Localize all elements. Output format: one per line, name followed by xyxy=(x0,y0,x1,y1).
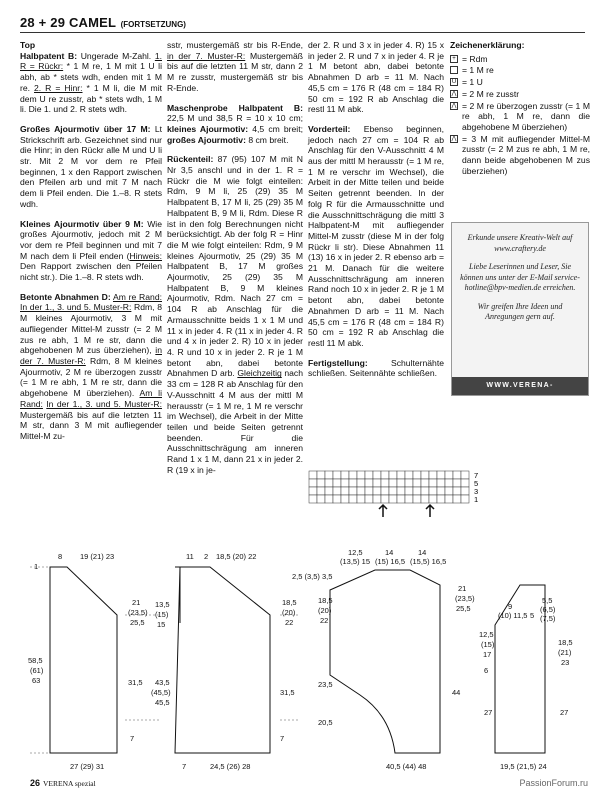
chart-cell xyxy=(421,479,429,487)
chart-cell xyxy=(405,495,413,503)
page-footer xyxy=(30,778,96,788)
chart-cell xyxy=(445,471,453,479)
stitch-chart xyxy=(308,469,478,524)
chart-cell xyxy=(461,495,469,503)
legend-item: ⋀ = 2 M re überzogen zusstr (= 1 M re abh, 1 M re, dann die abgehobene M überziehen) xyxy=(451,100,590,132)
d4-top3-b: (6,5) xyxy=(540,605,556,614)
chart-cell xyxy=(397,471,405,479)
d3-left-top-c: 22 xyxy=(320,616,329,625)
d2-top-c: 18,5 (20) 22 xyxy=(216,552,257,561)
chart-cell xyxy=(309,487,317,495)
chart-cell xyxy=(389,471,397,479)
chart-cell xyxy=(341,479,349,487)
ad-contact: Liebe Leserinnen und Leser, Sie können uns unter der E-Mail service-hotline@bpv-medien.de erreichen. xyxy=(460,262,580,292)
fertigstellung-heading: Fertigstellung: xyxy=(308,357,368,368)
chart-cell xyxy=(389,479,397,487)
d1-side-mid: 31,5 xyxy=(128,678,143,687)
chart-cell xyxy=(453,495,461,503)
d2-left-mid-b: (45,5) xyxy=(151,688,171,697)
schematics xyxy=(0,545,600,775)
d2-left-top-a: 13,5 xyxy=(155,600,170,609)
chart-cell xyxy=(357,487,365,495)
schematic-back-half xyxy=(50,567,117,753)
d4-top1-b: (10) 11,5 xyxy=(498,611,528,620)
chart-cell xyxy=(373,471,381,479)
chart-cell xyxy=(317,487,325,495)
header-title: 28 + 29 CAMEL xyxy=(20,15,117,30)
knit-stitch-icon xyxy=(450,66,458,74)
d4-right-bot: 27 xyxy=(560,708,569,717)
chart-cell xyxy=(341,495,349,503)
chart-cell xyxy=(429,471,437,479)
d4-top2: 5 xyxy=(530,611,535,620)
d3-top-b: (13,5) 15 xyxy=(340,557,371,566)
chart-cell xyxy=(445,495,453,503)
d3-right-top-b: (23,5) xyxy=(455,594,475,603)
chart-cell xyxy=(341,471,349,479)
d2-side-top-a: 18,5 xyxy=(282,598,297,607)
chart-cell xyxy=(333,487,341,495)
chart-cell xyxy=(349,495,357,503)
d4-left2: 6 xyxy=(484,666,489,675)
d1-left-h-c: 63 xyxy=(32,676,41,685)
d4-right-a: 18,5 xyxy=(558,638,573,647)
column-3: der 2. R und 3 x in jeder 4. R) 15 x in jeder 2. R und 7 x in jeder 4. R je 1 M betont abn, dabei betonte Abnahmen D arb = 11 M. Nach 45,5 cm = 176 R (48 cm = 184 R) 50 cm = 192 R ab Anschlag die restl 11 M abk. Vorderteil: Ebenso beginnen, jedoch nach 27 cm = 104 R ab Anschlag für den V-Ausschnitt 4 M aus der mittl M herausstr (= 1 M re, 1 M re verschr im Wechsel), die Arbeit in der Mitte teilen und beide Seiten getrennt beenden. In der folg R für die Armausschnitte und die Ausschnittschrägung die mittl 3 Halbpatent-M mit aufliegender Mittel-M zusstr (diese M in der folg Rückr li str). Diese Abnahmen 11 (13) 16 x in jeder 2. R ebenso arb = 21 M. Danach für die weitere Ausschnittschrägung am inneren Rand noch 10 x in jeder 2. R je 1 M betont abn, dabei betonte Abnahmen D arb = 11 M. Nach 45,5 cm = 176 R (48 cm = 184 R) 50 cm = 192 R ab Anschlag die restl 11 M abk. Fertigstellung: Schulternähte schließen. Seitennähte schließen. xyxy=(308,40,444,379)
d4-top1-a: 9 xyxy=(508,602,513,611)
d3-right-top-c: 25,5 xyxy=(456,604,471,613)
chart-cell xyxy=(373,487,381,495)
d2-bottom-b: 24,5 (26) 28 xyxy=(210,762,251,771)
chart-cell xyxy=(413,495,421,503)
chart-cell xyxy=(325,487,333,495)
header-rule xyxy=(20,32,585,33)
d4-bottom: 19,5 (21,5) 24 xyxy=(500,762,547,771)
ssk-icon: ⋀ xyxy=(451,102,457,109)
d1-top-a: 8 xyxy=(58,552,63,561)
edge-stitch-icon: + xyxy=(450,55,458,63)
d3-top-e: 14 xyxy=(418,548,427,557)
chart-cell xyxy=(413,471,421,479)
header-subtitle: (FORTSETZUNG) xyxy=(120,20,186,29)
brand-name: VERENA spezial xyxy=(43,779,96,788)
d4-left-bot: 27 xyxy=(484,708,493,717)
d2-side-bot: 7 xyxy=(280,734,285,743)
k2tog-icon: ⋀ xyxy=(451,90,457,97)
d4-right-b: (21) xyxy=(558,648,572,657)
ad-website[interactable]: WWW.VERENA-STRICKEN.COM xyxy=(452,377,588,395)
repeat-arrow-left xyxy=(426,505,434,517)
chart-row-label: 3 xyxy=(474,487,478,496)
chart-cell xyxy=(405,487,413,495)
chart-cell xyxy=(381,471,389,479)
d3-left-top-b: (20) xyxy=(318,606,332,615)
d1-left-top: 1 xyxy=(34,562,39,571)
chart-cell xyxy=(421,495,429,503)
chart-row-label: 1 xyxy=(474,495,478,504)
chart-cell xyxy=(405,471,413,479)
chart-cell xyxy=(325,471,333,479)
section-top: Top xyxy=(20,40,36,50)
d2-side-top-b: (20) xyxy=(282,608,296,617)
d4-left-c: 17 xyxy=(483,650,492,659)
chart-cell xyxy=(413,479,421,487)
ad-craftery: Erkunde unsere Kreativ-Welt auf www.craftery.de xyxy=(467,233,573,253)
chart-cell xyxy=(373,495,381,503)
chart-cell xyxy=(389,495,397,503)
chart-row-label: 5 xyxy=(474,479,478,488)
chart-cell xyxy=(405,479,413,487)
d2-left-top-b: (15) xyxy=(155,610,169,619)
betonte-heading: Betonte Abnahmen D: xyxy=(20,291,111,302)
d2-side-top-c: 22 xyxy=(285,618,294,627)
rueckenteil-heading: Rückenteil: xyxy=(167,154,214,165)
legend-item: ⋀ = 2 M re zusstr xyxy=(451,88,520,99)
d3-bottom: 40,5 (44) 48 xyxy=(386,762,427,771)
gross-heading: Großes Ajourmotiv über 17 M: xyxy=(20,123,151,134)
chart-cell xyxy=(317,479,325,487)
d3-left-bot: 20,5 xyxy=(318,718,333,727)
stitch-chart-grid xyxy=(308,469,478,519)
d1-left-h-b: (61) xyxy=(30,666,44,675)
d2-left-top-c: 15 xyxy=(157,620,166,629)
d2-left-mid-a: 43,5 xyxy=(155,678,170,687)
watermark: PassionForum.ru xyxy=(519,778,588,788)
d4-top3-a: 5,5 xyxy=(542,596,553,605)
d3-top-c: 14 xyxy=(385,548,394,557)
d1-side-top-c: 25,5 xyxy=(130,618,145,627)
chart-cell xyxy=(333,495,341,503)
legend-item: = 1 M re xyxy=(450,65,590,76)
chart-cell xyxy=(349,471,357,479)
chart-cell xyxy=(445,479,453,487)
chart-cell xyxy=(357,471,365,479)
chart-cell xyxy=(397,487,405,495)
d2-top-b: 2 xyxy=(204,552,209,561)
d2-side-mid: 31,5 xyxy=(280,688,295,697)
chart-cell xyxy=(453,487,461,495)
d1-side-bot: 7 xyxy=(130,734,135,743)
page-header xyxy=(20,14,585,34)
chart-cell xyxy=(349,479,357,487)
chart-cell xyxy=(421,471,429,479)
column-1: Top Halbpatent B: Ungerade M-Zahl. 1. R = Rückr: * 1 M re, 1 M mit 1 U li abh, ab * stets wdh, enden mit 1 M re. 2. R = Hinr: * 1 M li, die M mit dem U re zusstr, ab * stets wdh, 1 M li. Die 1. und 2. R stets wdh. Großes Ajourmotiv über 17 M: Lt Strickschrift arb. Gezeichnet sind nur die Hinr; in den Rückr alle M und U li str. Mit 2 M vor dem re Pfeil beginnen, 1 x den Rapport zwischen den Pfeilen arb und mit 7 M nach dem li Pfeil enden. Die 1.–8. R stets wdh. Kleines Ajourmotiv über 9 M: Wie großes Ajourmotiv, jedoch mit 2 M vor dem re Pfeil beginnen und mit 7 M nach dem li Pfeil enden (Hinweis: Den Rapport zwischen den Pfeilen nicht str.). Die 1.–8. R stets wdh. Betonte Abnahmen D: Am re Rand: In der 1., 3. und 5. Muster-R: Rdm, 8 M kleines Ajourmotiv, 3 M mit aufliegender Mittel-M zusstr (= 2 M zus re abh, 1 M re str, dann die abgehobenen M zus überziehen), in der 7. Muster-R: Rdm, 8 M kleines Ajourmotiv, 2 M re überzogen zusstr (= 1 M re abh, 1 M re str, dann die abgehobene M überziehen). Am li Rand: In der 1., 3. und 5. Muster-R: Mustergemäß bis auf die letzten 11 M str, dann 3 M mit aufliegender Mittel-M zu- xyxy=(20,40,162,441)
chart-cell xyxy=(365,471,373,479)
legend-item: U = 1 U xyxy=(451,77,483,88)
chart-cell xyxy=(309,495,317,503)
cdd-icon: ⋀ xyxy=(451,135,457,142)
d4-left-a: 12,5 xyxy=(479,630,494,639)
legend xyxy=(450,40,590,177)
d2-top-a: 11 xyxy=(186,552,194,561)
d3-left-top-a: 18,5 xyxy=(318,596,333,605)
legend-item: + = Rdm xyxy=(450,54,590,65)
schematic-front-half xyxy=(175,567,270,753)
d3-top-f: (15,5) 16,5 xyxy=(410,557,447,566)
chart-cell xyxy=(357,495,365,503)
chart-cell xyxy=(421,487,429,495)
halbpatent-heading: Halbpatent B: xyxy=(20,50,78,61)
chart-cell xyxy=(341,487,349,495)
chart-cell xyxy=(365,487,373,495)
d3-left: 2,5 (3,5) 3,5 xyxy=(292,572,333,581)
chart-cell xyxy=(429,495,437,503)
chart-cell xyxy=(381,479,389,487)
legend-title: Zeichenerklärung: xyxy=(450,40,525,50)
d1-bottom: 27 (29) 31 xyxy=(70,762,105,771)
chart-cell xyxy=(461,487,469,495)
d3-left-mid: 23,5 xyxy=(318,680,333,689)
page-number: 26 xyxy=(30,778,41,788)
chart-cell xyxy=(325,495,333,503)
d1-side-top-b: (23,5) xyxy=(128,608,148,617)
chart-cell xyxy=(381,495,389,503)
info-box xyxy=(451,222,589,407)
chart-cell xyxy=(437,487,445,495)
chart-cell xyxy=(453,471,461,479)
d2-left-mid-c: 45,5 xyxy=(155,698,170,707)
chart-cell xyxy=(309,479,317,487)
d3-top-a: 12,5 xyxy=(348,548,363,557)
schematic-raglan xyxy=(330,570,440,753)
chart-cell xyxy=(325,479,333,487)
chart-cell xyxy=(453,479,461,487)
chart-cell xyxy=(333,471,341,479)
d1-side-top-a: 21 xyxy=(132,598,141,607)
chart-cell xyxy=(373,479,381,487)
column-2: sstr, mustergemäß str bis R-Ende, in der 7. Muster-R: Mustergemäß bis auf die letzten 11 M str, dann 2 M re zusstr, mustergemäß str bis R-Ende. Maschenprobe Halbpatent B: 22,5 M und 38,5 R = 10 x 10 cm; kleines Ajourmotiv: 4,5 cm breit; großes Ajourmotiv: 8 cm breit. Rückenteil: 87 (95) 107 M mit N Nr 3,5 anschl und in der 1. R = Rückr die M wie folgt einteilen: Rdm, 9 M li, 25 (29) 35 M Halbpatent B, 17 M li, 25 (29) 35 M Halbpatent B, 9 M li, Rdm. Diese R ist in den folg Berechnungen nicht berücksichtigt. Ab der folg R = Hinr die M wie folgt einteilen: Rdm, 9 M kleines Ajourmotiv, 25 (29) 35 M Halbpatent B, 17 M großes Ajourmotiv, 25 (29) 35 M Halbpatent B, 9 M kleines Ajourmotiv, Rdm. Nach 27 cm = 104 R ab Anschlag für die Armausschnitte beids 1 x 1 M und 11 x in jeder 4. R (11 x in jeder 4. R und 4 x in jeder 2. R) 10 x in jeder 4. R und 10 x in jeder 2. R je 1 M betont abn, dabei betonte Abnahmen D arb. Gleichzeitig nach 33 cm = 128 R ab Anschlag für den V-Ausschnitt 4 M aus der mittl M herausstr (= 1 M re, 1 M re verschr im Wechsel), die Arbeit in der Mitte teilen und beide Seiten getrennt beenden. Für die Ausschnittschrägung am inneren Rand 1 x 1 M, dann 21 x in jeder 2. R (19 x in je- xyxy=(167,40,303,475)
chart-cell xyxy=(357,479,365,487)
d2-bottom-a: 7 xyxy=(182,762,187,771)
chart-cell xyxy=(413,487,421,495)
d4-top3-c: (7,5) xyxy=(540,614,556,623)
klein-heading: Kleines Ajourmotiv über 9 M: xyxy=(20,218,144,229)
chart-cell xyxy=(381,487,389,495)
vorderteil-heading: Vorderteil: xyxy=(308,123,351,134)
repeat-arrow-right xyxy=(379,505,387,517)
maschenprobe-heading: Maschenprobe Halbpatent B: xyxy=(167,102,303,113)
chart-cell xyxy=(429,479,437,487)
chart-cell xyxy=(397,495,405,503)
d4-left-b: (15) xyxy=(481,640,495,649)
d3-right-top-a: 21 xyxy=(458,584,467,593)
chart-cell xyxy=(445,487,453,495)
ad-ideas: Wir greifen Ihre Ideen und Anregungen gern auf. xyxy=(477,301,563,321)
chart-cell xyxy=(317,495,325,503)
chart-cell xyxy=(365,479,373,487)
chart-cell xyxy=(437,495,445,503)
yarn-over-icon: U xyxy=(451,79,457,86)
chart-cell xyxy=(365,495,373,503)
chart-cell xyxy=(397,479,405,487)
d4-right-c: 23 xyxy=(561,658,570,667)
legend-item: ⋀ = 3 M mit aufliegender Mittel-M zusstr (= 2 M zus re abh, 1 M re, dann beide abgehobenen M zus überziehen) xyxy=(451,133,590,176)
chart-cell xyxy=(309,471,317,479)
d3-right-bot: 44 xyxy=(452,688,461,697)
chart-cell xyxy=(317,471,325,479)
chart-cell xyxy=(461,471,469,479)
chart-cell xyxy=(437,471,445,479)
chart-cell xyxy=(437,479,445,487)
d1-top-b: 19 (21) 23 xyxy=(80,552,115,561)
d3-top-d: (15) 16,5 xyxy=(375,557,406,566)
chart-cell xyxy=(333,479,341,487)
d1-left-h-a: 58,5 xyxy=(28,656,43,665)
chart-cell xyxy=(349,487,357,495)
chart-row-label: 7 xyxy=(474,471,478,480)
chart-cell xyxy=(429,487,437,495)
chart-cell xyxy=(389,487,397,495)
chart-cell xyxy=(461,479,469,487)
